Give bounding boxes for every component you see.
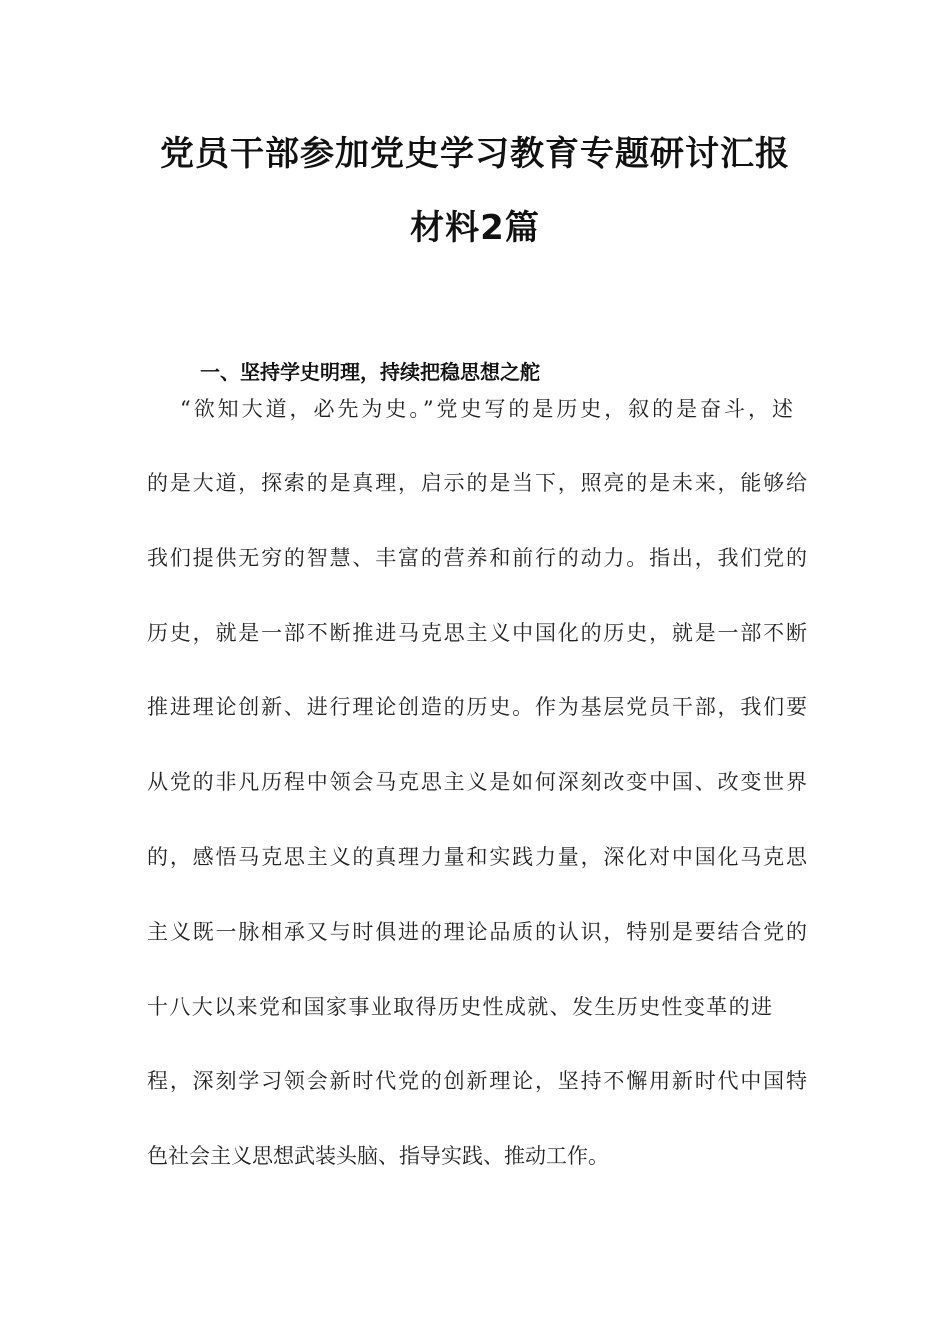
paragraph-line: 程，深刻学习领会新时代党的创新理论，坚持不懈用新时代中国特 [147, 1069, 807, 1093]
paragraph-line: 十八大以来党和国家事业取得历史性成就、发生历史性变革的进 [147, 995, 772, 1019]
paragraph-line: 的是大道，探索的是真理，启示的是当下，照亮的是未来，能够给 [147, 471, 807, 495]
section-heading: 一、坚持学史明理，持续把稳思想之舵 [200, 360, 540, 384]
paragraph-line: 色社会主义思想武装头脑、指导实践、推动工作。 [147, 1144, 609, 1168]
paragraph-line: 从党的非凡历程中领会马克思主义是如何深刻改变中国、改变世界 [147, 770, 807, 794]
paragraph-line: “欲知大道，必先为史。”党史写的是历史，叙的是奋斗，述 [180, 397, 793, 421]
paragraph-line: 的，感悟马克思主义的真理力量和实践力量，深化对中国化马克思 [147, 845, 807, 869]
paragraph-line: 我们提供无穷的智慧、丰富的营养和前行的动力。指出，我们党的 [147, 546, 807, 570]
paragraph-line: 推进理论创新、进行理论创造的历史。作为基层党员干部，我们要 [147, 695, 807, 719]
paragraph-line: 历史，就是一部不断推进马克思主义中国化的历史，就是一部不断 [147, 621, 807, 645]
document-title-line-2: 材料2篇 [410, 208, 540, 248]
paragraph-line: 主义既一脉相承又与时俱进的理论品质的认识，特别是要结合党的 [147, 920, 807, 944]
document-title-line-1: 党员干部参加党史学习教育专题研讨汇报 [160, 134, 790, 174]
